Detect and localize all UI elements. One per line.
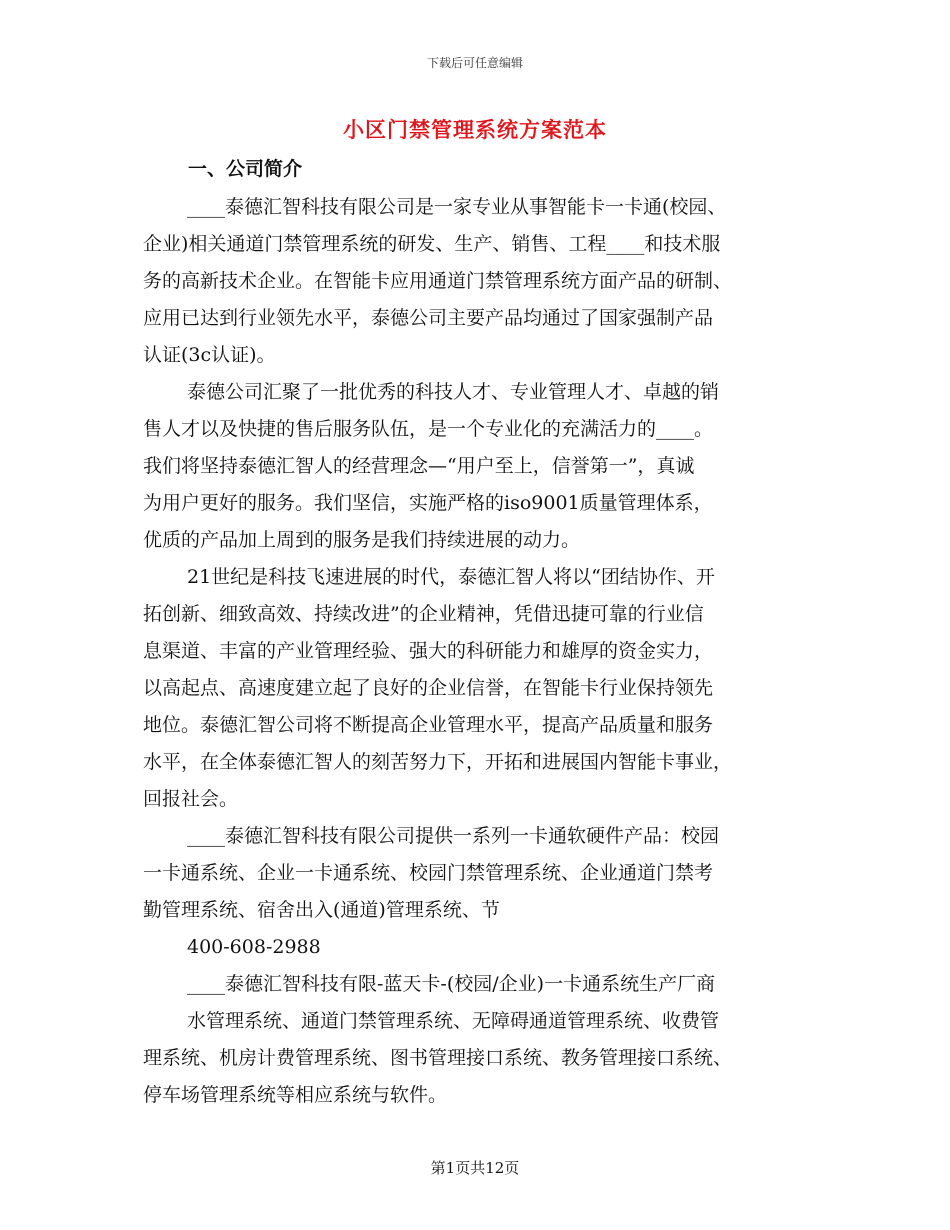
body-text-line: 勤管理系统、宿舍出入(通道)管理系统、节: [143, 899, 500, 921]
body-text-line: ____泰德汇智科技有限公司提供一系列一卡通软硬件产品：校园: [187, 825, 720, 847]
body-text-line: 拓创新、细致高效、持续改进”的企业精神，凭借迅捷可靠的行业信: [143, 603, 704, 625]
document-title: 小区门禁管理系统方案范本: [343, 117, 607, 142]
body-text-line: 一卡通系统、企业一卡通系统、校园门禁管理系统、企业通道门禁考: [143, 862, 714, 884]
header-note: 下载后可任意编辑: [426, 56, 523, 70]
body-text-line: ____泰德汇智科技有限公司是一家专业从事智能卡一卡通(校园、: [187, 196, 727, 218]
body-text-line: 停车场管理系统等相应系统与软件。: [143, 1084, 448, 1106]
body-text-line: 为用户更好的服务。我们坚信，实施严格的iso9001质量管理体系，: [143, 492, 713, 514]
body-text-line: 企业)相关通道门禁管理系统的研发、生产、销售、工程____和技术服: [143, 233, 721, 255]
body-text-line: 我们将坚持泰德汇智人的经营理念—“用户至上，信誉第一”，真诚: [143, 455, 695, 477]
body-text-line: 21世纪是科技飞速进展的时代，泰德汇智人将以“团结协作、开: [187, 566, 715, 588]
body-text-line: 水管理系统、通道门禁管理系统、无障碍通道管理系统、收费管: [187, 1010, 720, 1032]
body-text-line: 务的高新技术企业。在智能卡应用通道门禁管理系统方面产品的研制、: [143, 270, 733, 292]
body-text-line: 以高起点、高速度建立起了良好的企业信誉，在智能卡行业保持领先: [143, 677, 714, 699]
body-text-line: 回报社会。: [143, 788, 239, 810]
section-heading: 一、公司简介: [188, 158, 303, 180]
body-text-line: 优质的产品加上周到的服务是我们持续进展的动力。: [143, 529, 581, 551]
body-text-line: 地位。泰德汇智公司将不断提高企业管理水平，提高产品质量和服务: [143, 714, 714, 736]
body-text-line: 售人才以及快捷的售后服务队伍，是一个专业化的充满活力的____。: [143, 418, 714, 440]
body-text-line: ____泰德汇智科技有限-蓝天卡-(校园/企业)一卡通系统生产厂商: [187, 973, 716, 995]
body-text-line: 息渠道、丰富的产业管理经验、强大的科研能力和雄厚的资金实力，: [143, 640, 714, 662]
body-text-line: 水平，在全体泰德汇智人的刻苦努力下，开拓和进展国内智能卡事业，: [143, 751, 733, 773]
document-body: [143, 189, 811, 1114]
body-text-line: 应用已达到行业领先水平，泰德公司主要产品均通过了国家强制产品: [143, 307, 714, 329]
page-footer: 第1页共12页: [430, 1159, 520, 1177]
body-text-line: 理系统、机房计费管理系统、图书管理接口系统、教务管理接口系统、: [143, 1047, 733, 1069]
body-text-line: 泰德公司汇聚了一批优秀的科技人才、专业管理人才、卓越的销: [187, 381, 720, 403]
body-text-line: 400-608-2988: [187, 936, 321, 958]
body-text-line: 认证(3c认证)。: [143, 344, 276, 366]
